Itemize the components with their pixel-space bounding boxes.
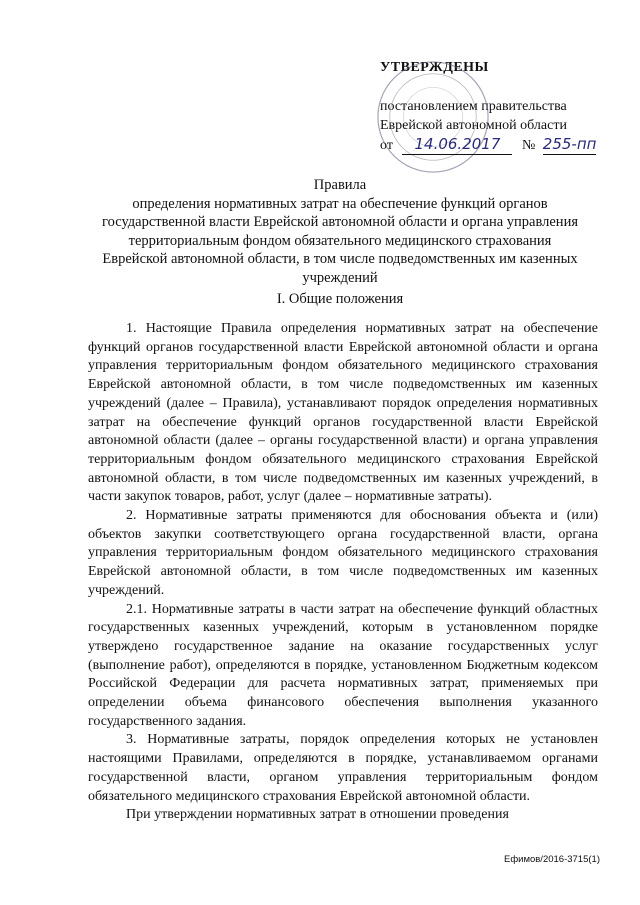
paragraph-3: 3. Нормативные затраты, порядок определения которых не установлен настоящими Правилами, определяются в порядке, устанавливаемом органами государственной власти, органом управления территориальным фондом обязательного медицинского страхования Еврейской автономной области. (88, 732, 598, 804)
decree-date: 14.06.2017 (402, 135, 512, 155)
approval-block (380, 58, 620, 155)
number-label: № (521, 138, 536, 153)
title-heading: Правила (313, 177, 367, 193)
title-line-3: территориальным фондом обязательного медицинского страхования (128, 232, 552, 249)
paragraph-1: 1. Настоящие Правила определения нормативных затрат на обеспечение функций органов государственной власти Еврейской автономной области и органа управления территориальным фондом обязательного медицинского страхования Еврейской автономной области, в том числе подведомственных им казенных учреждений (далее – Правила), устанавливают порядок определения нормативных затрат на обеспечение функций органов государственной власти Еврейской автономной области (далее – органы государственной власти) и органа управления территориальным фондом обязательного медицинского страхования Еврейской автономной области, в том числе подведомственных им казенных учреждений, в части закупок товаров, работ, услуг (далее – нормативные затраты). (88, 321, 598, 505)
decree-line-2: Еврейской автономной области (380, 118, 567, 133)
decree-number: 255-пп (542, 135, 597, 153)
title-line-4: Еврейской автономной области, в том числе подведомственных им казенных (102, 251, 578, 267)
document-title (80, 176, 600, 287)
from-label: от (380, 138, 393, 153)
paragraph-continuation: При утверждении нормативных затрат в отношении проведения (126, 807, 509, 823)
paragraph-2-1: 2.1. Нормативные затраты в части затрат на обеспечение функций областных государственных казенных учреждений, которым в установленном порядке утверждено государственное задание на оказание государственных услуг (выполнение работ), определяются в порядке, установленном Бюджетным кодексом Российской Федерации для расчета нормативных затрат, применяемых при определении объема финансового обеспечения выполнения указанного государственного задания. (88, 601, 598, 729)
document-body (88, 320, 598, 825)
paragraph-2: 2. Нормативные затраты применяются для обоснования объекта и (или) объектов закупки соответствующего органа государственной власти, органа управления территориальным фондом обязательного медицинского страхования Еврейской автономной области, в том числе подведомственных им казенных учреждений. (88, 508, 598, 598)
decree-line-1: постановлением правительства (380, 99, 567, 114)
title-line-2: государственной власти Еврейской автономной области и органа управления (102, 214, 578, 230)
decree-date-number (380, 135, 620, 155)
title-line-5: учреждений (302, 269, 378, 286)
title-line-1: определения нормативных затрат на обеспечение функций органов (132, 195, 548, 212)
section-title: I. Общие положения (276, 291, 404, 307)
approved-label: УТВЕРЖДЕНЫ (380, 60, 489, 75)
document-code: Ефимов/2016-3715(1) (503, 854, 600, 865)
